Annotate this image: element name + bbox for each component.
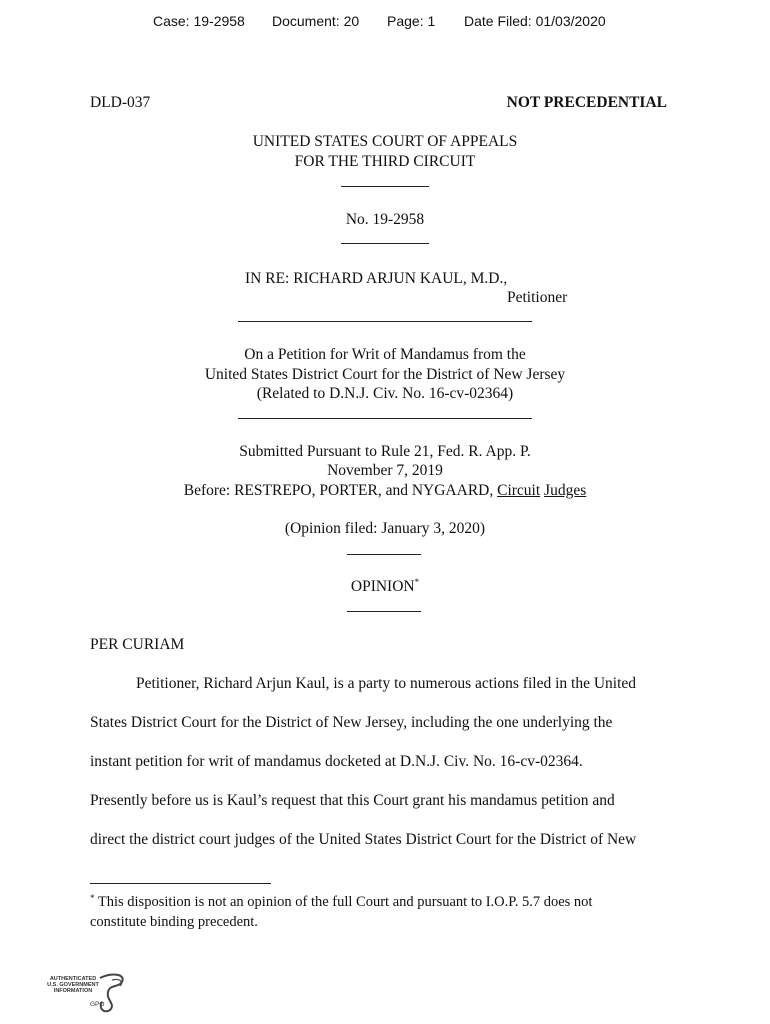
petitioner-label: Petitioner [507,289,568,306]
panel-circuit: Circuit [497,482,541,499]
logo-line3: INFORMATION [53,988,93,994]
logo-line1: AUTHENTICATED [49,976,97,982]
header-date-filed: Date Filed: 01/03/2020 [464,13,606,29]
divider [341,243,429,244]
divider [341,186,429,187]
opinion-title: OPINION [350,578,415,595]
eagle-icon [40,970,130,1016]
panel-judges-title: Judges [544,482,587,499]
opinion-heading [0,578,770,596]
footnote-line2: constitute binding precedent. [90,914,258,930]
petition-line2: United States District Court for the District of New Jersey [204,366,566,383]
submitted-line: Submitted Pursuant to Rule 21, Fed. R. App. P. [239,443,531,460]
court-name-line2: FOR THE THIRD CIRCUIT [294,153,476,170]
footnote-line1 [90,894,592,911]
court-name-line1: UNITED STATES COURT OF APPEALS [252,133,518,150]
header-page: Page: 1 [387,13,436,29]
petition-line3: (Related to D.N.J. Civ. No. 16-cv-02364) [256,385,514,402]
gpo-authentication-logo [40,970,130,1016]
caption: IN RE: RICHARD ARJUN KAUL, M.D., [245,270,508,287]
divider [238,321,532,322]
opinion-filed: (Opinion filed: January 3, 2020) [284,520,486,537]
footnote-marker: * [90,893,95,903]
footnote-ref: * [414,577,420,587]
per-curiam: PER CURIAM [90,636,185,653]
logo-line2: U.S. GOVERNMENT [47,982,99,988]
docket-code: DLD-037 [90,94,151,111]
petition-line1: On a Petition for Writ of Mandamus from the [244,346,526,363]
body-line: direct the district court judges of the United States District Court for the District of New [90,831,637,848]
submitted-date: November 7, 2019 [327,462,443,479]
logo-gpo: GPO [90,1001,105,1008]
header-document: Document: 20 [272,13,360,29]
divider [347,611,421,612]
footnote-text: This disposition is not an opinion of the full Court and pursuant to I.O.P. 5.7 does not [94,894,593,910]
panel-line [0,482,770,500]
panel-judges: Before: RESTREPO, PORTER, and NYGAARD, [183,482,498,499]
footnote-divider [90,883,271,884]
body-line: Petitioner, Richard Arjun Kaul, is a party to numerous actions filed in the United [136,675,637,692]
header-case: Case: 19-2958 [153,13,245,29]
case-number: No. 19-2958 [345,211,425,228]
body-line: Presently before us is Kaul’s request that this Court grant his mandamus petition and [90,792,615,809]
divider [238,418,532,419]
body-line: instant petition for writ of mandamus docketed at D.N.J. Civ. No. 16-cv-02364. [90,753,583,770]
body-line: States District Court for the District of New Jersey, including the one underlying the [90,714,613,731]
divider [347,554,421,555]
precedential-label: NOT PRECEDENTIAL [506,94,667,111]
